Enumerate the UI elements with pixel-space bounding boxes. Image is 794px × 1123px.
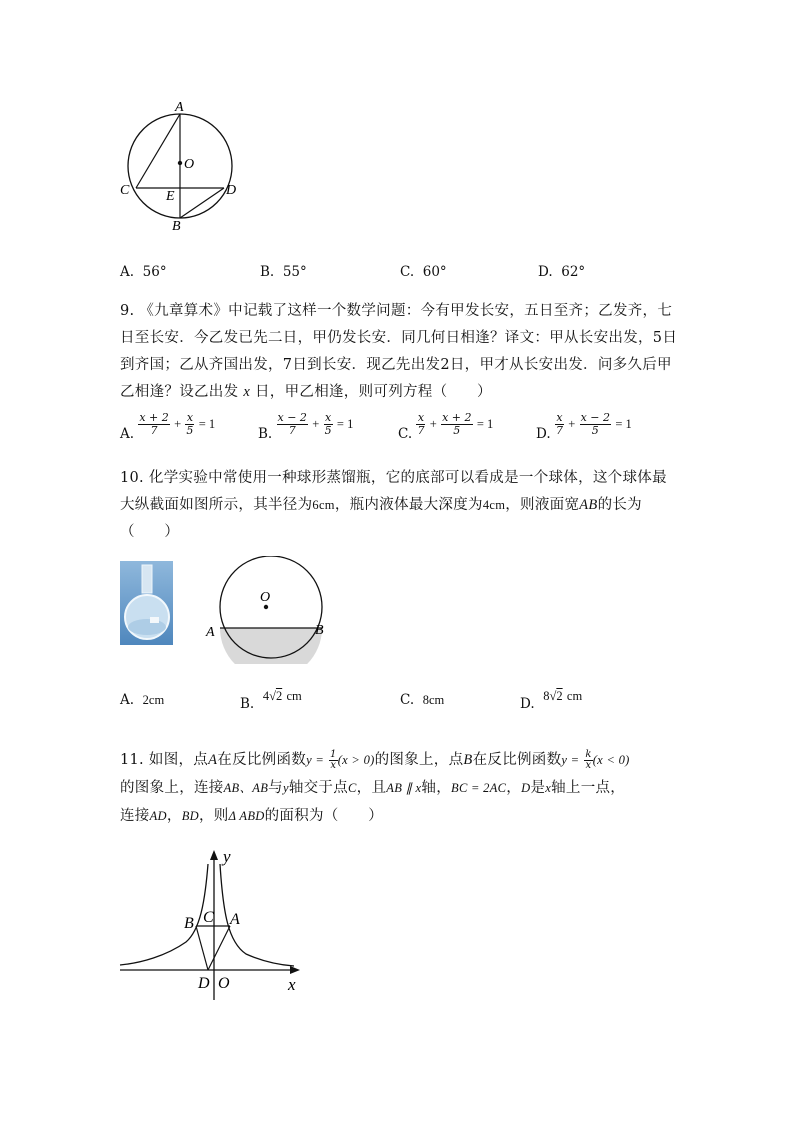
- label-d: D: [226, 183, 237, 198]
- flask-cross-section-figure: [200, 556, 340, 664]
- label-b: B: [315, 623, 324, 638]
- q10-option-c[interactable]: C. 8cm: [400, 692, 445, 708]
- q10-option-b[interactable]: B. 4√2 cm: [240, 689, 302, 712]
- q9-option-c[interactable]: C. $\frac{x}{7}$ + $\frac{x + 2}{5}$ = 1: [398, 411, 494, 442]
- label-a: A: [175, 100, 184, 115]
- question-11: 11. 如图，点A在反比例函数y = $\frac{1}{x}$ (x > 0)的图象上，点B在反比例函数y = $\frac{k}{x}$ (x < 0) 的图象上，连接AB、AB与y轴交于点C，且AB ∥ x轴，BC = 2AC，D是x轴上一点， 连接AD，BD，则Δ ABD的面积为（ ）: [120, 748, 630, 824]
- q10-option-a[interactable]: A. 2cm: [120, 692, 165, 708]
- q9-option-a[interactable]: A. $\frac{x + 2}{7}$ + $\frac{x}{5}$ = 1: [120, 411, 216, 442]
- q9-option-d[interactable]: D. $\frac{x}{7}$ + $\frac{x - 2}{5}$ = 1: [536, 411, 632, 442]
- question-9: 9. 《九章算术》中记载了这样一个数学问题：今有甲发长安，五日至齐；乙发齐，七日至长安．今乙发已先二日，甲仍发长安．同几何日相逢？译文：甲从长安出发，5日到齐国；乙从齐国出发，7日到长安．现乙先出发2日，甲才从长安出发．问多久后甲乙相逢？设乙出发 x 日，甲乙相逢，则可列方程（ ）: [120, 303, 678, 400]
- label-c: C: [203, 909, 214, 926]
- q8-option-c[interactable]: C. 60°: [400, 264, 447, 280]
- label-a: A: [230, 911, 240, 928]
- label-e: E: [166, 189, 175, 204]
- label-o: O: [218, 975, 230, 992]
- label-d: D: [198, 975, 210, 992]
- label-o: O: [184, 157, 195, 172]
- label-a: A: [206, 625, 215, 640]
- q8-option-b[interactable]: B. 55°: [260, 264, 307, 280]
- label-y: y: [223, 847, 231, 866]
- q10-option-d[interactable]: D. 8√2 cm: [520, 689, 583, 712]
- label-c: C: [120, 183, 130, 198]
- label-b: B: [184, 915, 194, 932]
- label-o: O: [260, 590, 271, 605]
- label-x: x: [288, 975, 296, 994]
- q8-option-a[interactable]: A. 56°: [120, 264, 167, 280]
- q8-option-d[interactable]: D. 62°: [538, 264, 586, 280]
- q9-option-b[interactable]: B. $\frac{x - 2}{7}$ + $\frac{x}{5}$ = 1: [258, 411, 354, 442]
- question-10: 10. 化学实验中常使用一种球形蒸馏瓶，它的底部可以看成是一个球体，这个球体最大纵截面如图所示，其半径为6cm，瓶内液体最大深度为4cm，则液面宽AB的长为（ ）: [120, 470, 667, 540]
- reciprocal-function-graph: [116, 842, 316, 1002]
- label-b: B: [172, 219, 181, 234]
- circle-figure-q8: [112, 96, 252, 236]
- flask-photo: [120, 561, 173, 645]
